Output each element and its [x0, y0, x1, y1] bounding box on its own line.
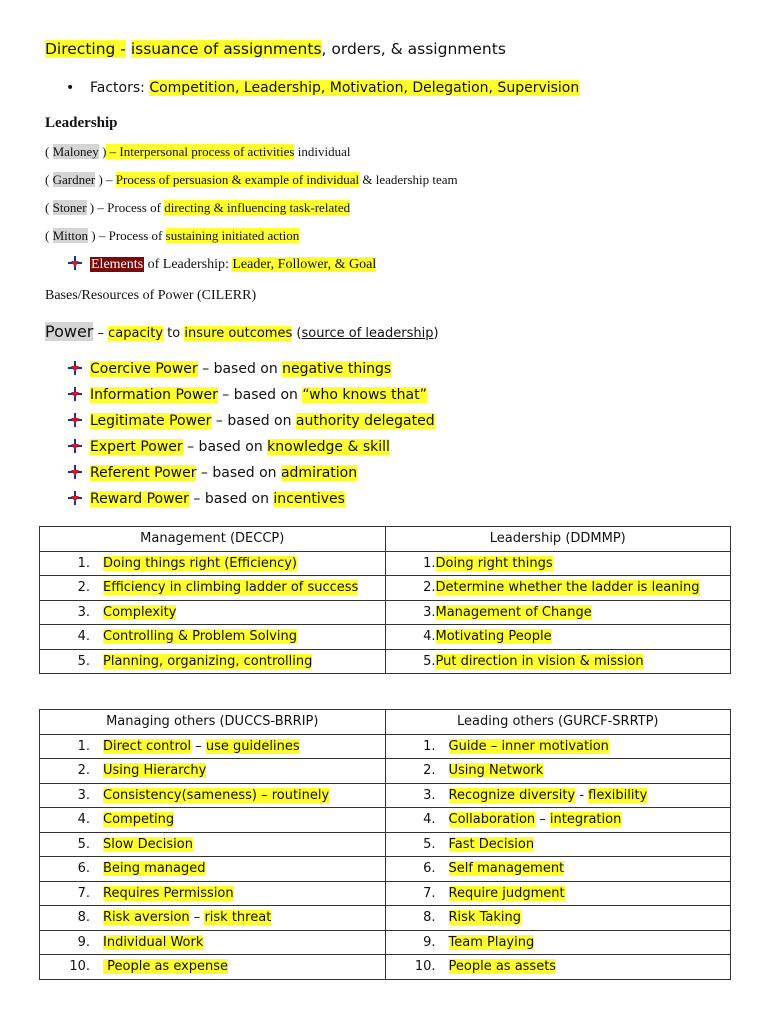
paren-close: ) [86, 200, 95, 215]
cell-text [449, 739, 609, 754]
cell-text-part: flexibility [588, 787, 648, 803]
cell-text-part: People as expense [103, 959, 229, 975]
row-number: 3. [423, 787, 436, 803]
row-number: 8. [423, 910, 436, 926]
definition-text: Process of persuasion & example of individual [115, 172, 360, 187]
power-source: source of leadership [301, 326, 434, 341]
cell-text-part: Slow Decision [103, 836, 193, 852]
cell-text-part: Consistency(sameness) – routinely [103, 787, 330, 803]
cell-text [449, 763, 544, 778]
cell-text [449, 886, 565, 901]
row-number: 5. [77, 836, 90, 852]
cell-text: Doing things right (Efficiency) [103, 555, 297, 571]
table-header-row [40, 527, 731, 552]
cell-text-part: Self management [448, 861, 565, 877]
power-item-information [68, 387, 427, 403]
definition-text: directing & influencing task-related [164, 200, 351, 215]
power-basis: negative things [282, 361, 392, 377]
cell-text: Doing right things [435, 555, 553, 571]
row-number: 10. [414, 959, 436, 975]
paren-close: ) [95, 172, 103, 187]
paren-open: ( [45, 228, 53, 243]
cell-separator: – [191, 738, 206, 754]
table-row [40, 551, 731, 576]
table-row [40, 857, 731, 882]
row-number: 6. [423, 861, 436, 877]
cell-text [103, 910, 271, 925]
table-cell [40, 930, 386, 955]
row-number: 3. [423, 604, 436, 620]
bases-line: Bases/Resources of Power (CILERR) [45, 288, 257, 303]
definition-dash: – [102, 172, 116, 187]
cell-text-part: integration [549, 812, 622, 828]
row-number: 4. [423, 629, 436, 645]
arrow-bullet-icon [68, 387, 82, 401]
table-header-row [40, 710, 731, 735]
cell-separator: – [189, 910, 205, 926]
table-row [40, 600, 731, 625]
arrow-bullet-icon [68, 491, 82, 505]
cell-text [449, 935, 535, 950]
row-number: 8. [77, 910, 90, 926]
table-cell [40, 857, 386, 882]
paren-open: ( [45, 144, 53, 159]
author-name: Maloney [52, 144, 99, 159]
power-mid: – based on [196, 465, 281, 481]
table-row [40, 759, 731, 784]
row-number: 9. [77, 934, 90, 950]
cell-text [103, 935, 203, 950]
factors-items: Competition, Leadership, Motivation, Delegation, Supervision [149, 80, 580, 96]
cell-separator: - [575, 787, 589, 803]
table-cell: 4. Controlling & Problem Solving [40, 625, 386, 650]
leadership-title: Leadership [45, 115, 118, 131]
arrow-bullet-icon [68, 361, 82, 375]
factors-line [66, 80, 579, 96]
cell-text-part: Guide – inner motivation [448, 738, 609, 754]
definition-dash: – Process of [95, 228, 166, 243]
column-header: Management (DECCP) [40, 527, 386, 552]
power-basis: authority delegated [295, 413, 435, 429]
cell-text-part: Risk aversion [103, 910, 190, 926]
cell-separator: – [535, 812, 550, 828]
definition-tail: individual [294, 144, 351, 159]
power-name: Legitimate Power [90, 413, 212, 429]
definition-dash: – Process of [94, 200, 165, 215]
arrow-bullet-icon [68, 413, 82, 427]
row-number: 1. [423, 555, 436, 571]
cell-text-part: use guidelines [205, 738, 300, 754]
cell-text-part: Collaboration [448, 812, 536, 828]
cell-text-part: Using Network [448, 763, 544, 779]
cell-text [103, 886, 234, 901]
power-name: Reward Power [90, 491, 189, 507]
power-basis: knowledge & skill [267, 439, 390, 455]
table-row [40, 783, 731, 808]
table-cell [385, 649, 731, 674]
table-cell [385, 906, 731, 931]
table-cell [40, 906, 386, 931]
power-item-coercive [68, 361, 391, 377]
column-header: Managing others (DUCCS-BRRIP) [40, 710, 386, 735]
cell-text [449, 788, 648, 803]
table-cell [385, 576, 731, 601]
definition-gardner [45, 172, 458, 188]
cell-text [103, 739, 300, 754]
cell-text [449, 959, 557, 974]
table-cell [385, 930, 731, 955]
cell-text [103, 763, 206, 778]
cell-text: Efficiency in climbing ladder of success [103, 580, 359, 596]
table-cell [40, 955, 386, 980]
table-row [40, 930, 731, 955]
cell-text [103, 837, 193, 852]
management-leadership-table [39, 526, 731, 674]
power-name: Information Power [90, 387, 218, 403]
definition-mitton [45, 228, 299, 244]
author-name: Mitton [52, 228, 88, 243]
power-word: Power [45, 322, 94, 341]
row-number: 7. [77, 885, 90, 901]
row-number: 10. [69, 959, 90, 975]
power-mid: – based on [182, 439, 268, 455]
power-item-expert [68, 439, 390, 455]
cell-text: Management of Change [435, 604, 592, 620]
row-number: 5. [423, 653, 436, 669]
paren-open: ( [45, 200, 53, 215]
definition-stoner [45, 200, 350, 216]
cell-text-part: Recognize diversity [448, 787, 576, 803]
power-outcomes: insure outcomes [184, 326, 293, 341]
cell-text: Determine whether the ladder is leaning [435, 580, 700, 596]
elements-middle: of Leadership: [144, 257, 233, 272]
cell-text-part: Competing [103, 812, 175, 828]
table-cell: 2. Efficiency in climbing ladder of success [40, 576, 386, 601]
elements-line [68, 256, 376, 273]
cell-text [103, 788, 329, 803]
table-cell [40, 832, 386, 857]
row-number: 2. [77, 763, 90, 779]
table-cell [40, 759, 386, 784]
table-cell: 3. Complexity [40, 600, 386, 625]
arrow-bullet-icon [68, 256, 82, 270]
elements-box: Elements [91, 257, 144, 272]
cell-text: Controlling & Problem Solving [103, 629, 298, 645]
table-cell [385, 955, 731, 980]
table-row [40, 881, 731, 906]
cell-text: Put direction in vision & mission [435, 653, 644, 669]
elements-list: Leader, Follower, & Goal [232, 257, 377, 272]
table-cell [40, 881, 386, 906]
table-row [40, 906, 731, 931]
table-cell [385, 857, 731, 882]
cell-text: Complexity [103, 604, 177, 620]
definition-tail: & leadership team [359, 172, 458, 187]
power-item-referent [68, 465, 357, 481]
table-row [40, 649, 731, 674]
column-header: Leadership (DDMMP) [385, 527, 731, 552]
column-header: Leading others (GURCF-SRRTP) [385, 710, 731, 735]
cell-text-part: Risk Taking [448, 910, 521, 926]
power-mid: – based on [211, 413, 296, 429]
row-number: 6. [77, 861, 90, 877]
power-name: Coercive Power [90, 361, 198, 377]
row-number: 9. [423, 934, 436, 950]
paren-close: ) [88, 228, 96, 243]
row-number: 4. [423, 812, 436, 828]
table-row [40, 808, 731, 833]
cell-text: Motivating People [435, 629, 552, 645]
cell-text-part: Individual Work [103, 934, 204, 950]
row-number: 3. [77, 787, 90, 803]
cell-text [103, 959, 228, 974]
directing-term: Directing - [45, 40, 126, 58]
table-row [40, 832, 731, 857]
row-number: 2. [423, 580, 436, 596]
directing-definition: issuance of assignments [130, 40, 322, 58]
cell-text-part: Fast Decision [448, 836, 535, 852]
row-number: 1. [77, 738, 90, 754]
table-row [40, 625, 731, 650]
table-cell [40, 808, 386, 833]
cell-text-part: People as assets [448, 959, 557, 975]
table-cell: 5. Planning, organizing, controlling [40, 649, 386, 674]
arrow-bullet-icon [68, 465, 82, 479]
power-mid: – based on [188, 491, 274, 507]
power-basis: “who knows that” [302, 387, 427, 403]
cell-text [449, 837, 535, 852]
directing-heading [45, 40, 506, 58]
table-cell [385, 808, 731, 833]
power-item-legitimate [68, 413, 435, 429]
factors-label: Factors: [90, 80, 145, 96]
cell-text-part: risk threat [204, 910, 272, 926]
table-cell [385, 759, 731, 784]
power-name: Referent Power [90, 465, 197, 481]
directing-rest: , orders, & assignments [321, 40, 506, 58]
power-name: Expert Power [90, 439, 183, 455]
row-number: 1. [423, 738, 436, 754]
power-mid: – based on [217, 387, 303, 403]
definition-text: sustaining initiated action [165, 228, 300, 243]
row-number: 7. [423, 885, 436, 901]
cell-text: Planning, organizing, controlling [103, 653, 313, 669]
power-capacity: capacity [108, 326, 164, 341]
power-basis: admiration [280, 465, 358, 481]
table-cell [385, 881, 731, 906]
table-row [40, 955, 731, 980]
cell-text [449, 812, 622, 827]
cell-text-part: Using Hierarchy [103, 763, 207, 779]
paren-open: ( [292, 326, 302, 341]
definition-maloney [45, 144, 350, 160]
cell-text-part: Requires Permission [103, 885, 234, 901]
cell-text [103, 812, 174, 827]
paren-close: ) [433, 326, 439, 341]
table-cell [385, 600, 731, 625]
power-dash: – [93, 326, 109, 341]
table-row [40, 576, 731, 601]
row-number: 5. [423, 836, 436, 852]
table-cell [40, 734, 386, 759]
cell-text [103, 861, 206, 876]
cell-text-part: Require judgment [448, 885, 565, 901]
paren-open: ( [45, 172, 53, 187]
author-name: Stoner [52, 200, 87, 215]
table-cell [385, 625, 731, 650]
table-cell [385, 734, 731, 759]
cell-text [449, 861, 565, 876]
power-item-reward [68, 491, 345, 507]
paren-close: ) [98, 144, 107, 159]
power-to: to [163, 326, 185, 341]
row-number: 4. [77, 812, 90, 828]
row-number: 2. [423, 763, 436, 779]
table-cell [385, 551, 731, 576]
table-cell [40, 783, 386, 808]
table-cell [385, 832, 731, 857]
cell-text [449, 910, 521, 925]
bullet-icon: • [66, 80, 75, 96]
power-line [45, 322, 439, 341]
managing-leading-others-table [39, 709, 731, 980]
power-mid: – based on [197, 361, 283, 377]
cell-text-part: Team Playing [448, 934, 535, 950]
author-name: Gardner [52, 172, 96, 187]
definition-text: – Interpersonal process of activities [106, 144, 295, 159]
cell-text-part: Direct control [103, 738, 192, 754]
arrow-bullet-icon [68, 439, 82, 453]
cell-text-part: Being managed [103, 861, 206, 877]
table-cell: 1. Doing things right (Efficiency) [40, 551, 386, 576]
table-row [40, 734, 731, 759]
power-basis: incentives [273, 491, 345, 507]
table-cell [385, 783, 731, 808]
